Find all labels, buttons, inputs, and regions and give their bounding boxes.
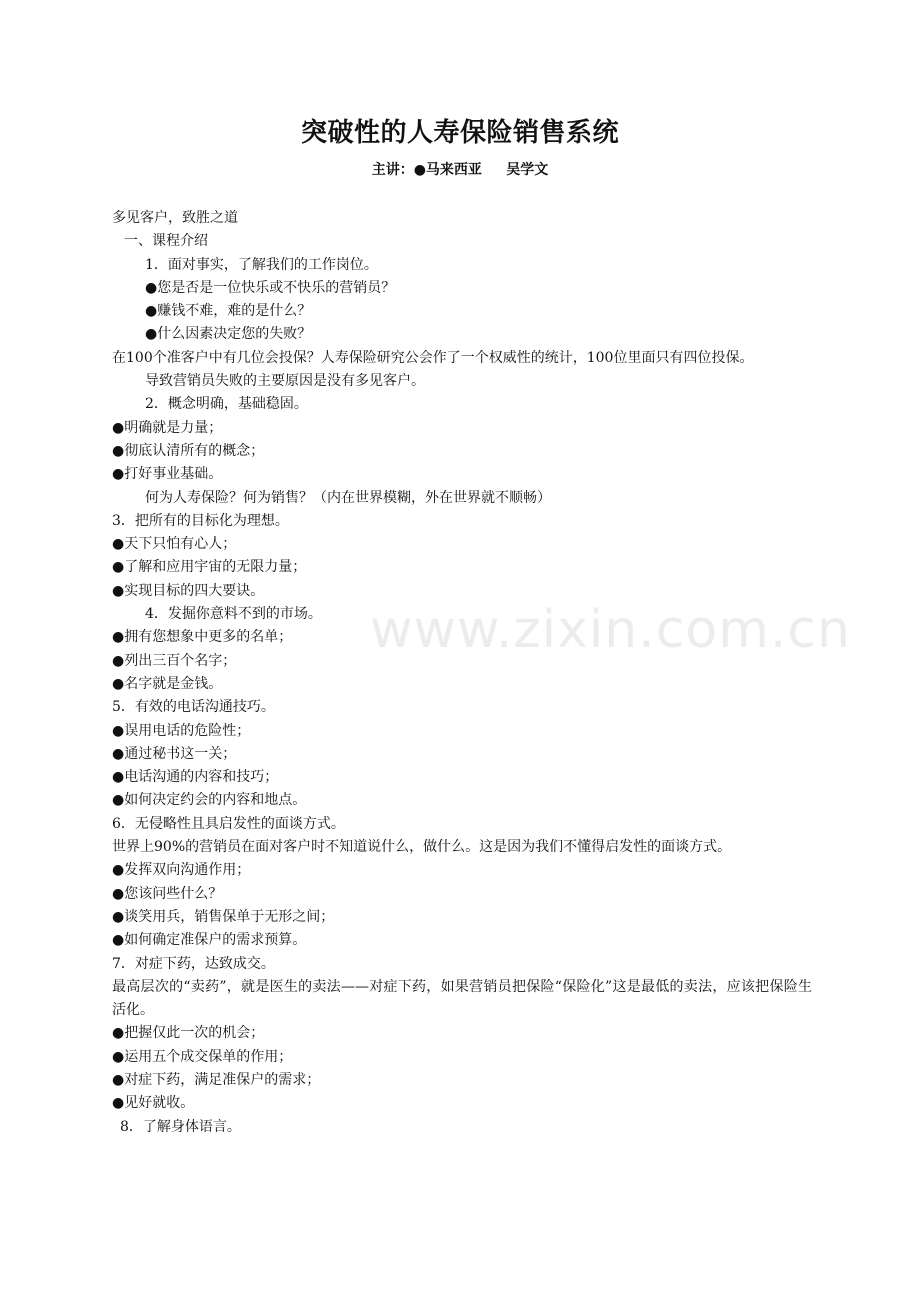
document-body xyxy=(112,207,812,1139)
text-line: ●什么因素决定您的失败？ xyxy=(145,326,312,343)
text-line: ●电话沟通的内容和技巧； xyxy=(112,769,279,786)
text-line: 世界上90%的营销员在面对客户时不知道说什么，做什么。这是因为我们不懂得启发性的面谈方式。 xyxy=(112,839,732,856)
text-line: 在100个准客户中有几位会投保？人寿保险研究公会作了一个权威性的统计，100位里面只有四位投保。 xyxy=(112,349,754,366)
document-subtitle: 主讲：●马来西亚 吴学文 xyxy=(371,162,549,178)
text-line: 7．对症下药，达致成交。 xyxy=(112,955,275,972)
text-line: ●赚钱不难，难的是什么？ xyxy=(145,303,312,320)
text-line: ●把握仅此一次的机会； xyxy=(112,1025,265,1042)
text-line: ●如何确定准保户的需求预算。 xyxy=(112,932,307,949)
text-line: 4．发掘你意料不到的市场。 xyxy=(145,606,322,623)
text-line: ●实现目标的四大要诀。 xyxy=(112,582,265,599)
text-line: ●误用电话的危险性； xyxy=(112,722,251,739)
text-line: 1．面对事实，了解我们的工作岗位。 xyxy=(145,256,378,273)
text-line: ●通过秘书这一关； xyxy=(112,745,237,762)
text-line: ●对症下药，满足准保户的需求； xyxy=(112,1071,321,1088)
text-line: ●名字就是金钱。 xyxy=(112,675,223,692)
text-line: ●如何决定约会的内容和地点。 xyxy=(112,792,307,809)
text-line: ●您是否是一位快乐或不快乐的营销员？ xyxy=(145,279,396,296)
text-line: ●谈笑用兵，销售保单于无形之间； xyxy=(112,908,335,925)
text-line: ●您该问些什么？ xyxy=(112,885,223,902)
text-line: ●明确就是力量； xyxy=(112,419,223,436)
text-line: 3．把所有的目标化为理想。 xyxy=(112,512,289,529)
text-line: 一、课程介绍 xyxy=(124,233,208,250)
text-line: ●拥有您想象中更多的名单； xyxy=(112,629,293,646)
text-line: ●天下只怕有心人； xyxy=(112,536,237,553)
text-line: ●彻底认清所有的概念； xyxy=(112,442,265,459)
text-line: ●见好就收。 xyxy=(112,1095,195,1112)
text-line: 8．了解身体语言。 xyxy=(120,1118,241,1135)
text-line: 导致营销员失败的主要原因是没有多见客户。 xyxy=(145,373,425,390)
text-line: 6．无侵略性且具启发性的面谈方式。 xyxy=(112,815,345,832)
text-line: ●发挥双向沟通作用； xyxy=(112,862,251,879)
text-line: 多见客户，致胜之道 xyxy=(112,210,238,226)
text-line: ●打好事业基础。 xyxy=(112,466,223,483)
watermark: www.zixin.com.cn xyxy=(370,600,851,660)
text-line: ●运用五个成交保单的作用； xyxy=(112,1048,293,1065)
text-line: ●列出三百个名字； xyxy=(112,652,237,669)
document-title: 突破性的人寿保险销售系统 xyxy=(300,118,619,148)
text-line: 何为人寿保险？何为销售？（内在世界模糊，外在世界就不顺畅） xyxy=(145,489,551,506)
text-line: ●了解和应用宇宙的无限力量； xyxy=(112,559,307,576)
text-line: 5．有效的电话沟通技巧。 xyxy=(112,699,275,716)
text-line: 2．概念明确，基础稳固。 xyxy=(145,396,308,413)
text-line: 最高层次的“卖药”，就是医生的卖法——对症下药，如果营销员把保险“保险化”这是最低的卖法，应该把保险生活化。 xyxy=(112,978,812,1019)
